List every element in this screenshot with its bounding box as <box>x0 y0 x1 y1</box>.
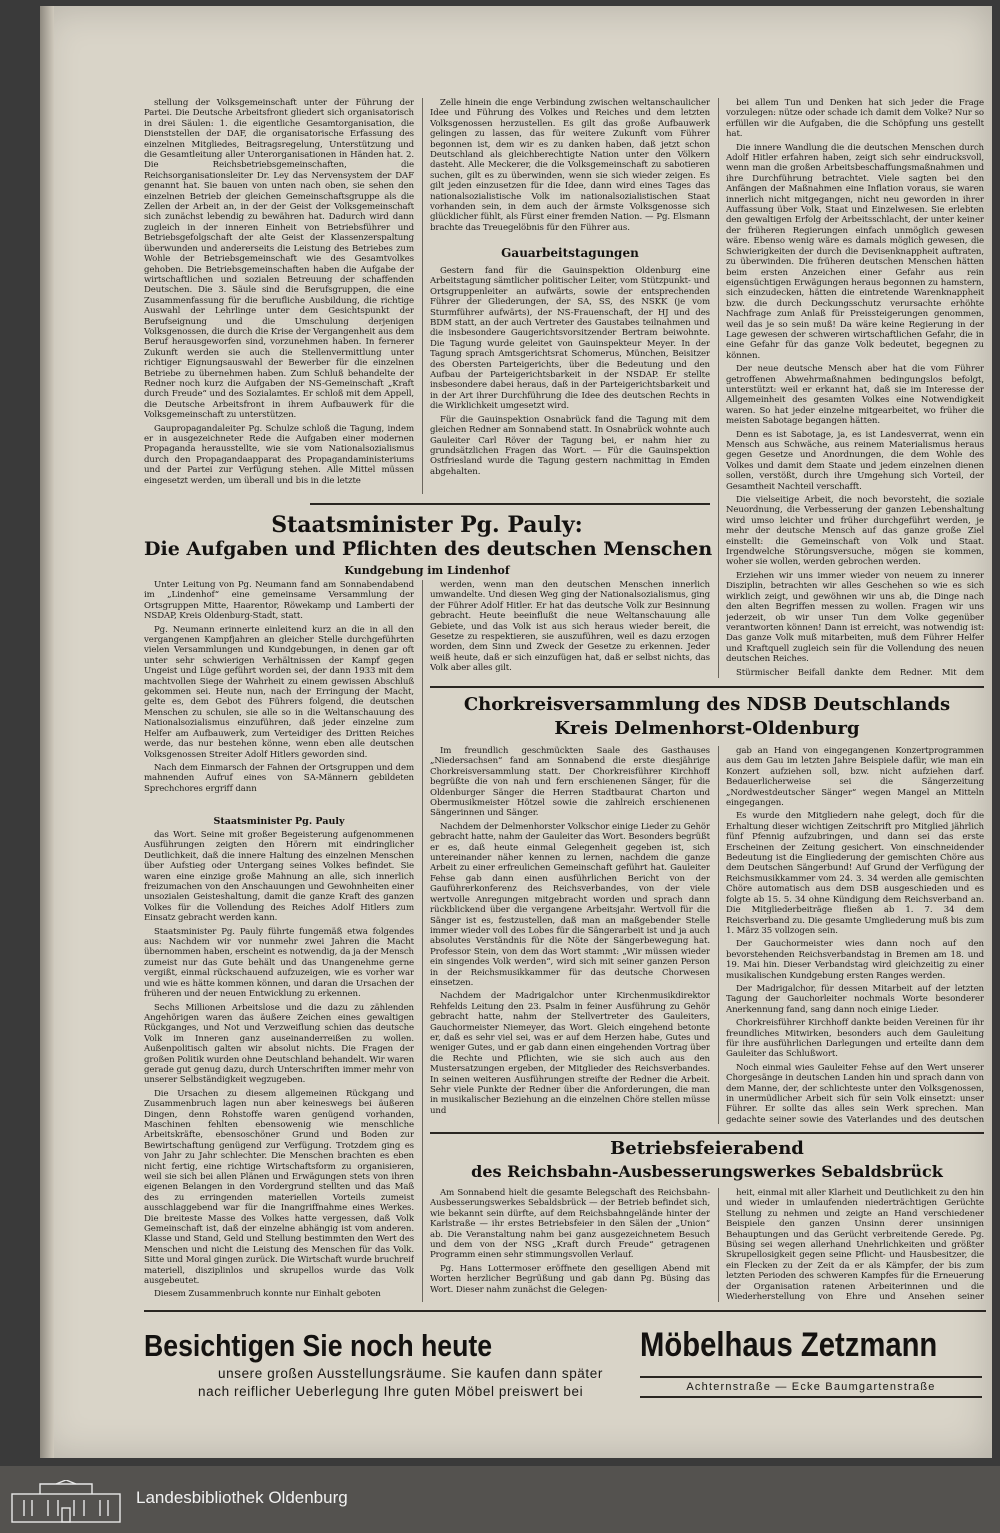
column-divider <box>422 98 423 494</box>
paragraph: Stürmischer Beifall dankte dem Redner. Mit dem <box>736 667 984 678</box>
paragraph: Nachdem der Madrigalchor unter Kirchenmusikdirektor Rehfelds Leitung den 23. Psalm in feiner Ausführung zu Gehör gebracht hatte, nahm der Stellvertreter des Gauleiters, Gauchormeister Niemeyer, das Wort. Gleich eingehend betonte er, daß es sehr viel sei, was er auf dem Herzen habe, Gutes und weniger Gutes, und er gab dann einen eingehenden Vortrag über die Rechte und Pflichten, wie sie sich auch aus den Mustersatzungen ergeben, der Mitglieder des Reichsverbandes. In seinen weiteren Ausführungen streifte der Redner die Arbeit. Sehr viele Punkte der Redner über die Anforderungen, die man in musikalischer Beziehung an die einzelnen Chöre stellen müsse und <box>430 991 710 1116</box>
library-building-icon <box>10 1480 122 1524</box>
ad-right-address: Achternstraße — Ecke Baumgartenstraße <box>640 1376 982 1398</box>
column-left-top <box>144 98 414 494</box>
bahn-headline-line2: des Reichsbahn-Ausbesserungswerkes Sebaldsbrück <box>471 1162 943 1181</box>
paragraph: Pg. Hans Lottermoser eröffnete den geselligen Abend mit Worten herzlicher Begrüßung und gab dann Pg. Büsing das Wort. Dieser nahm zunächst die Gelegen- <box>430 1263 710 1295</box>
footer-library-name: Landesbibliothek Oldenburg <box>136 1488 348 1507</box>
page-binding-edge <box>40 6 54 1458</box>
paragraph: Der Gauchormeister wies dann noch auf den bevorstehenden Reichsverbandstag in Bremen am 18. und 19. Mai hin. Dieser Verbandstag wird gleichzeitig zu einer musikalischen Kundgebung ersten Ranges werden. <box>726 939 984 981</box>
column-mid-top2 <box>430 266 710 494</box>
paragraph: Zelle hinein die enge Verbindung zwischen weltanschaulicher Idee und Führung des Volkes und Reiches und dem letzten Volksgenossen herzustellen. Es gilt das große Aufbauwerk gelingen zu lassen, das für weitere Zukunft vom Führer begonnen ist, dem wir es zu danken haben, daß jetzt schon Deutschland als gleichberechtigte Nation unter den Völkern dasteht. Alle Meckerer, die die Volksgemeinschaft zu sabotieren suchen, gilt es zu überwinden, wenn sie sich wieder zeigen. Es gilt jeden einzusetzen für die Idee, dann wird eines Tages das nationalsozialistische Volk im nationalsozialistischen Staat vorhanden sein, in dem auch der ärmste Volksgenosse sich glücklicher fühlt, als Fürst einer fremden Nation. — Pg. Elsmann brachte das Treuegelöbnis für den Führer aus. <box>430 98 710 233</box>
paragraph: Im freundlich geschmückten Saale des Gasthauses „Niedersachsen“ fand am Sonnabend die erste diesjährige Chorkreisversammlung statt. Der Chorkreisführer Kirchhoff begrüßte die von nah und fern erschienenen Sänger, für die Oldenburger Sänger die Herren Stadtbaurat Charton und Obermusikmeister Hötzel sowie die zahlreich erschienenen Sängerinnen und Sänger. <box>430 746 710 819</box>
pauly-headline-line1: Staatsminister Pg. Pauly: <box>271 512 583 538</box>
paragraph: Es wurde den Mitgliedern nahe gelegt, doch für die Erhaltung dieser wichtigen Zeitschrift pro Mitglied jährlich fünf Pfennig aufzubringen, und dann sei das erste Erscheinen der Zeitung gesichert. Von einschneidender Bedeutung ist die Eingliederung der gemischten Chöre aus dem Deutschen Sängerbund! Auf Grund der Verfügung der Reichsmusikkammer vom 24. 3. 34 werden alle gemischten Chöre automatisch aus dem DSB ausgeschieden und es folgte ab 15. 5. 34 ohne Kündigung dem Reichsverband an. Die Mitgliederbeiträge fließen ab 1. 7. 34 dem Reichsverband zu. Die gesamte Umgliederung muß bis zum 1. März 35 vollzogen sein. <box>726 811 984 936</box>
paragraph: Sechs Millionen Arbeitslose und die dazu zu zählenden Angehörigen waren das äußere Zeichen eines gewaltigen Rückganges, und Not und Verzweiflung schien das deutsche Volk im Inneren ganz auseinanderreißen zu wollen. Außenpolitisch galten wir absolut nichts. Die Fragen der großen Politik wurden ohne Deutschland behandelt. Wir waren gerade gut genug dazu, durch Unterschriften immer mehr von unserer Selbständigkeit wegzugeben. <box>144 1002 414 1086</box>
paragraph: Für die Gauinspektion Osnabrück fand die Tagung mit dem gleichen Redner am Sonnabend statt. In Osnabrück wohnte auch Gauleiter Carl Röver der Tagung bei, er nahm hier zu grundsätzlichen Fragen das Wort. — Für die Gauinspektion Ostfriesland wurde die Tagung gestern nachmittag in Emden abgehalten. <box>430 414 710 477</box>
column-right-top <box>726 98 984 678</box>
column-divider <box>422 580 423 1302</box>
paragraph: Erziehen wir uns immer wieder von neuem zu innerer Disziplin, betrachten wir alles Geschehen so wie es sich wirklich zeigt, und gewöhnen wir uns ab, die Dinge nach den alten Begriffen messen zu wollen. Fragen wir uns jederzeit, ob wir unser Tun dem Volke gegenüber verantworten können! Dann ist erreicht, was notwendig ist: Das ganze Volk muß mitarbeiten, muß dem Führer Helfer und Kraftquell zugleich sein für die Vollendung des neuen deutschen Reiches. <box>726 570 984 665</box>
headline-rule <box>430 686 984 688</box>
column-divider <box>718 746 719 1124</box>
paragraph: Die Ursachen zu diesem allgemeinen Rückgang und Zusammenbruch lagen nun aber keineswegs bei äußeren Dingen, denn Rohstoffe waren genügend vorhanden, Maschinen fehlten ebensowenig wie menschliche Arbeitskräfte, ebensoschöner Grund und Boden zur Bewirtschaftung genügend zur Verfügung. Trotzdem ging es von Jahr zu Jahr schlechter. Die Menschen brachten es eben nicht fertig, eine richtige Wirtschaftsform zu organisieren, weil sie sich bei allen Plänen und Erwägungen stets von ihren eigenen Belangen in den Vordergrund stellten und das Maß des zu erringenden materiellen Vorteils zumeist ausschlaggebend war für die Inangriffnahme eines Werkes. Die breiteste Masse des Volkes hatte vergessen, daß Volk Gemeinschaft ist, daß der einzelne abhängig ist vom anderen. Klasse und Stand, Geld und Stellung bestimmten den Wert des Menschen und nicht die Leistung des Menschen für das Volk. Sitte und Moral gingen zurück. Die Wirtschaft wurde bruchreif materiell, disziplinlos und skrupellos wurde das Volk ausgebeutet. <box>144 1088 414 1287</box>
paragraph: Nach dem Einmarsch der Fahnen der Ortsgruppen und dem mahnenden Aufruf eines von SA-Männern gebildeten Sprechchores ergriff dann <box>144 762 414 794</box>
paragraph: werden, wenn man den deutschen Menschen innerlich umwandelte. Und diesen Weg ging der Nationalsozialismus, ging der Führer Adolf Hitler. Er hat das deutsche Volk zur Besinnung gebracht. Heute beeinflußt die neue Weltanschauung alle Gebiete, und das Volk ist aus sich heraus wieder bereit, die Gesetze zu respektieren, sie auszuführen, weil es dazu erzogen worden, dem Sinn und Zweck der Gesetze zu erkennen. Jeder weiß heute, daß er sich einzufügen hat, daß er selbst nichts, das Volk aber alles gilt. <box>430 580 710 674</box>
paragraph: Gaupropagandaleiter Pg. Schulze schloß die Tagung, indem er in ausgezeichneter Rede die Aufgaben einer modernen Propaganda herausstellte, wie sie vom Nationalsozialismus durch den Propagandaapparat des Propagandaministeriums und der Partei zur Verfügung stehen. Alle Mittel müssen eingesetzt werden, um überall und bis in die letzte <box>144 423 414 486</box>
ad-left-subtitle-line1: unsere großen Ausstellungsräume. Sie kaufen dann später <box>218 1366 603 1381</box>
column-left-mid <box>144 580 414 812</box>
paragraph: Gestern fand für die Gauinspektion Oldenburg eine Arbeitstagung sämtlicher politischer Leiter, vom Stützpunkt- und Ortsgruppenleiter an aufwärts, sowie der entsprechenden Führer der Gliederungen, der SA, SS, des NSKK (je vom Sturmführer aufwärts), der NS-Frauenschaft, der HJ und des BDM statt, an der auch Vertreter des Gaustabes teilnahmen und die insbesondere Gaugerichtsvorsitzender Bertram beiwohnte. Die Tagung wurde geleitet von Gauinspekteur Meyer. In der Tagung sprach Amtsgerichtsrat Schomerus, München, Beisitzer des Obersten Parteigerichts, über die Bedeutung und den Aufbau der Parteigerichtsbarkeit in der NSDAP. Er stellte insbesondere dabei heraus, daß in der Parteigerichtsbarkeit und in der Art ihrer Durchführung die Idee des deutschen Rechts in die Wirklichkeit umgesetzt wird. <box>430 266 710 412</box>
paragraph: Der neue deutsche Mensch aber hat die vom Führer getroffenen Abwehrmaßnahmen bedingungslos befolgt, unterstützt: weil er erkannt hat, daß sie im Interesse der Allgemeinheit des gesamten Volkes eine Notwendigkeit waren. So hat jeder einzelne mitgearbeitet, wo früher die meisten Sabotage begangen hätten. <box>726 364 984 427</box>
newspaper-page <box>40 6 992 1458</box>
paragraph: heit, einmal mit aller Klarheit und Deutlichkeit zu den hin und wieder in umlaufenden niederträchtigen Gerüchte Stellung zu nehmen und zeigte an Hand verschiedener Beispiele den ganzen Unsinn derer unsinnigen Behauptungen und das Gerücht verbreitende Gerede. Pg. Büsing sei wegen allerhand Unehrlichkeiten und größter Skrupellosigkeit gegen seine Pflicht- und Hausbesitzer, die ein Flecken zu der Zeit da er als Kämpfer, der bis zum letzten Perioden des schweren Kampfes für die Erneuerung der Organisation ratenen Arbeiterinnen und die Wiederherstellung von Ehre und Ansehen seiner <box>726 1188 984 1302</box>
pauly-subheadline: Kundgebung im Lindenhof <box>344 564 510 577</box>
ad-left-subtitle-line2: nach reiflicher Ueberlegung Ihre guten Möbel preiswert bei <box>198 1384 584 1399</box>
column-mid-mid <box>430 580 710 678</box>
paragraph: Denn es ist Sabotage, ja, es ist Landesverrat, wenn ein Mensch aus Schwäche, aus reinem Materialismus heraus gegen Gesetze und Anordnungen, die dem Wohle des Volkes und damit dem Staate und jedem einzelnen dienen sollen, verstößt, durch ihre Umgehung sich Vorteil, der Gesamtheit Nachteil verschafft. <box>726 429 984 492</box>
column-mid-low <box>430 746 710 1124</box>
pauly-headline-line2: Die Aufgaben und Pflichten des deutschen Menschen <box>144 538 713 560</box>
footer-bar <box>0 1466 1000 1533</box>
headline-rule <box>430 1132 984 1134</box>
paragraph: Staatsminister Pg. Pauly führte fungemäß etwa folgendes aus: Nachdem wir vor nunmehr zwei Jahren die Macht übernommen haben, erscheint es notwendig, da ja der Mensch zumeist nur das Gute behält und das Unangenehme gerne vergißt, einmal rückschauend aufzuzeigen, wie es vorher war und wie es hätte kommen können, und daran die Ursachen der früheren und der neuen Entwicklung zu erkennen. <box>144 926 414 1000</box>
paragraph: Noch einmal wies Gauleiter Fehse auf den Wert unserer Chorgesänge in deutschen Landen hin und sprach dann von dem Manne, der, der schlichteste unter den Volksgenossen, in unermüdlicher Arbeit sich für sein Volk einsetzt: unser Führer. Er sollte das alles sein Werk sprechen. Man gedachte seiner sowie des Vaterlandes und des deutschen <box>726 1062 984 1124</box>
paragraph: bei allem Tun und Denken hat sich jeder die Frage vorzulegen: nütze oder schade ich damit dem Volke? Nur so erfüllen wir die Aufgaben, die die Schöpfung uns gestellt hat. <box>726 98 984 140</box>
column-right-mid <box>726 746 984 1124</box>
ad-left-title: Besichtigen Sie noch heute <box>144 1328 493 1363</box>
chor-headline-line1: Chorkreisversammlung des NDSB Deutschlands <box>463 694 951 715</box>
paragraph: Chorkreisführer Kirchhoff dankte beiden Vereinen für ihr freundliches Mitwirken, besonders auch dem Gauleitung für ihre ausführlichen Darlegungen und erteilte dann dem Gauleiter das Schlußwort. <box>726 1018 984 1060</box>
chor-headline-line2: Kreis Delmenhorst-Oldenburg <box>554 718 860 739</box>
paragraph: Die innere Wandlung die die deutschen Menschen durch Adolf Hitler erfahren haben, zeigt sich sehr eindrucksvoll, wenn man die großen Arbeitsbeschaffungsmaßnahmen und ihre Durchführung betrachtet. Viele sagten bei den Anfängen der Maßnahmen eine Inflation voraus, sie waren innerlich nicht mitgegangen, nicht neu geworden in ihrer Auffassung über Volk, Staat und Einzelwesen. Sie erlebten den gewaltigen Erfolg der Arbeitsschlacht, der unter keiner der früheren Regierungen einfach unmöglich gewesen wäre. Ebenso wenig wäre es damals möglich gewesen, die Schwierigkeiten der durch die Devisenknappheit auftraten, zu überwinden. Die früheren deutschen Menschen hätten beim ersten Anzeichen einer Gefahr aus rein eigensüchtigen Erwägungen heraus begonnen zu hamstern, sich einzudecken, hätten die eintretende Warenknappheit bzw. die durch Deckungsschutz verursachte erhöhte Nachfrage zum Anlaß für Preissteigerungen genommen, weil das je so sein muß! Da wäre keine Regierung in der Lage gewesen der schweren wirtschaftlichen Gefahr, die in eine Gefahr für das ganze Volk bedeutet, begegnen zu können. <box>726 142 984 361</box>
paragraph: das Wort. Seine mit großer Begeisterung aufgenommenen Ausführungen zeigten den Hörern mit eindringlicher Deutlichkeit, daß die innere Haltung des einzelnen Menschen über Aufstieg oder Untergang seines Volkes befindet. Sie waren eine einzige große Mahnung an alle, sich innerlich freizumachen von den Anschauungen und Gewohnheiten einer unsozialen Geisteshaltung, damit die ganze Kraft des ganzen Volkes für die Vollendung des Reiches Adolf Hitlers zum Einsatz gebracht werden kann. <box>144 830 414 924</box>
bahn-headline-line1: Betriebsfeierabend <box>610 1138 804 1159</box>
advertisement-rule <box>144 1310 986 1312</box>
column-divider <box>718 1188 719 1302</box>
column-divider <box>718 98 719 678</box>
paragraph: Unter Leitung von Pg. Neumann fand am Sonnabendabend im „Lindenhof“ eine gemeinsame Versammlung der Ortsgruppen Mitte, Haarentor, Röwekamp und Lamberti der NSDAP, Kreis Oldenburg-Stadt, statt. <box>144 580 414 622</box>
column-mid-top <box>430 98 710 238</box>
paragraph: Die vielseitige Arbeit, die noch bevorsteht, die soziale Neuordnung, die Verbesserung der ganzen Lebenshaltung wird umso leichter und früher durchgeführt werden, je mehr der deutsche Mensch auf das ganze große Ziel einstellt: die Gemeinschaft von Volk und Staat. Irgendwelche Störungsversuche, mögen sie kommen, woher sie wollen, werden gebrochen werden. <box>726 495 984 568</box>
paragraph: Der Madrigalchor, für dessen Mitarbeit auf der letzten Tagung der Gauchorleiter nochmals Worte besonderer Anerkennung fand, sang dann noch einige Lieder. <box>726 983 984 1015</box>
paragraph: gab an Hand von eingegangenen Konzertprogrammen aus dem Gau im letzten Jahre Beispiele dafür, wie man ein Konzert aufziehen soll, bzw. nicht aufziehen darf. Bedauerlicherweise sei die Sängerzeitung „Nordwestdeutscher Sänger“ wegen Mangel an Mitteln eingegangen. <box>726 746 984 809</box>
paragraph: Diesem Zusammenbruch konnte nur Einhalt geboten <box>154 1289 381 1300</box>
paragraph: Pg. Neumann erinnerte einleitend kurz an die in all den vergangenen Kampfjahren an gleicher Stelle durchgeführten vielen Versammlungen und Kundgebungen, in denen gar oft unter sehr schwierigen Verhältnissen der Kampf gegen Ungeist und Lüge geführt worden sei, der dann 1933 mit dem machtvollen Siege der Wahrheit zu einem gewissen Abschluß gekommen sei. Heute nun, nach der Erringung der Macht, gelte es, dem Gebot des Führers folgend, die deutschen Menschen zu schulen, sie alle so in die Weltanschauung des Nationalsozialismus einzuführen, daß jeder einzelne zum Helfer am Aufbauwerk, zum Verteidiger des Dritten Reiches werde, das nur bestehen könne, wenn eben alle deutschen Volksgenossen Streiter Adolf Hitlers geworden sind. <box>144 624 414 760</box>
paragraph: Nachdem der Delmenhorster Volkschor einige Lieder zu Gehör gebracht hatte, nahm der Gauleiter das Wort. Besonders begrüßt er es, daß heute einmal Gelegenheit gegeben ist, sich untereinander näher kennen zu lernen, nachdem die ganze Arbeit zu einer erfreulichen Gemeinschaft geführt hat. Gauleiter Fehse gab dann einen ausführlichen Bericht von der Gauführerkonferenz des Reichsverbandes, von der viele wertvolle Anregungen mitgebracht worden und sprach dann rückblickend über die vergangene Arbeitsjahr. Wertvoll für die Sänger ist es, festzustellen, daß man an maßgebender Stelle immer wieder voll des Lobes für die Sängerarbeit ist und ja auch absolutes Verständnis für die Nöte der Sängerbewegung hat. Professor Stein, von dem das Wort stammt: „Wir müssen wieder ein singendes Volk werden“, wird sich mit seiner ganzen Person in der Reichsmusikkammer für das deutsche Chorwesen einsetzen. <box>430 821 710 988</box>
paragraph: stellung der Volksgemeinschaft unter der Führung der Partei. Die Deutsche Arbeitsfront gliedert sich organisatorisch in drei Säulen: 1. die eigentliche Gesamtorganisation, die Dienststellen der DAF, die organisatorische Erfassung des einzelnen Mitgliedes, Beitragsregelung, Unterstützung und die Gesamtleitung aller Unterorganisationen in Händen hat. 2. Die Reichsbetriebsgemeinschaften, die Reichsorganisationsleiter Dr. Ley das Nervensystem der DAF genannt hat. Sie bauen von unten nach oben, sie sehen den einzelnen Betrieb der gleichen Gemeinschaftsgruppe als die Zellen der Arbeit an, in der der Geist der Volksgemeinschaft sich zunächst lebendig zu bewähren hat. Dadurch wird dann zugleich in der inneren Einheit von Betriebsführer und Betriebsgefolgschaft der alte Geist der Klassenzerspaltung überwunden und andererseits die Leistung des Betriebes zum Wohle der Betriebsgemeinschaft wie des Gesamtvolkes gehoben. Die Betriebsgemeinschaften haben die Aufgabe der wirtschaftlichen und sozialen Betreuung der schaffenden Deutschen. Die 3. Säule sind die Berufsgruppen, die eine Zusammenfassung für die berufliche Ausbildung, die richtige Auswahl der Lehrlinge unter dem Gesichtspunkt der Berufseignung und die Umschulung derjenigen Volksgenossen, die durch die Krise der Vergangenheit aus dem Beruf herausgeworfen sind, vorzunehmen haben. In fernerer Zukunft werden sie auch die Stellenvermittlung unter richtiger Eignungsauswahl der Bewerber für die einzelnen Betriebe zu übernehmen haben. Zum Schluß behandelte der Redner noch kurz die Aufgaben der NS-Gemeinschaft „Kraft durch Freude“ und des Sozialamtes. Er schloß mit dem Appell, die Deutsche Arbeitsfront in ihrem Aufbauwerk für die Volksgemeinschaft zu unterstützen. <box>144 98 414 421</box>
column-mid-bottom <box>430 1188 710 1302</box>
column-right-bottom <box>726 1188 984 1302</box>
column-left-low <box>144 830 414 1302</box>
paragraph: Am Sonnabend hielt die gesamte Belegschaft des Reichsbahn-Ausbesserungswerkes Sebaldsbrück — der Betrieb befindet sich, wie bekannt sein dürfte, auf dem Reichsbahngelände hinter der Karlstraße — ihr erstes Betriebsfeier in den Sälen der „Union“ ab. Die Veranstaltung nahm bei ganz ausgezeichnetem Besuch und dem von der NSG „Kraft durch Freude“ getragenen Programm einen sehr stimmungsvollen Verlauf. <box>430 1188 710 1261</box>
ad-right-title: Möbelhaus Zetzmann <box>640 1326 938 1364</box>
headline-rule <box>310 503 710 505</box>
section-heading-gauarbeitstagungen: Gauarbeitstagungen <box>501 246 639 260</box>
pauly-inline-heading: Staatsminister Pg. Pauly <box>213 816 345 827</box>
